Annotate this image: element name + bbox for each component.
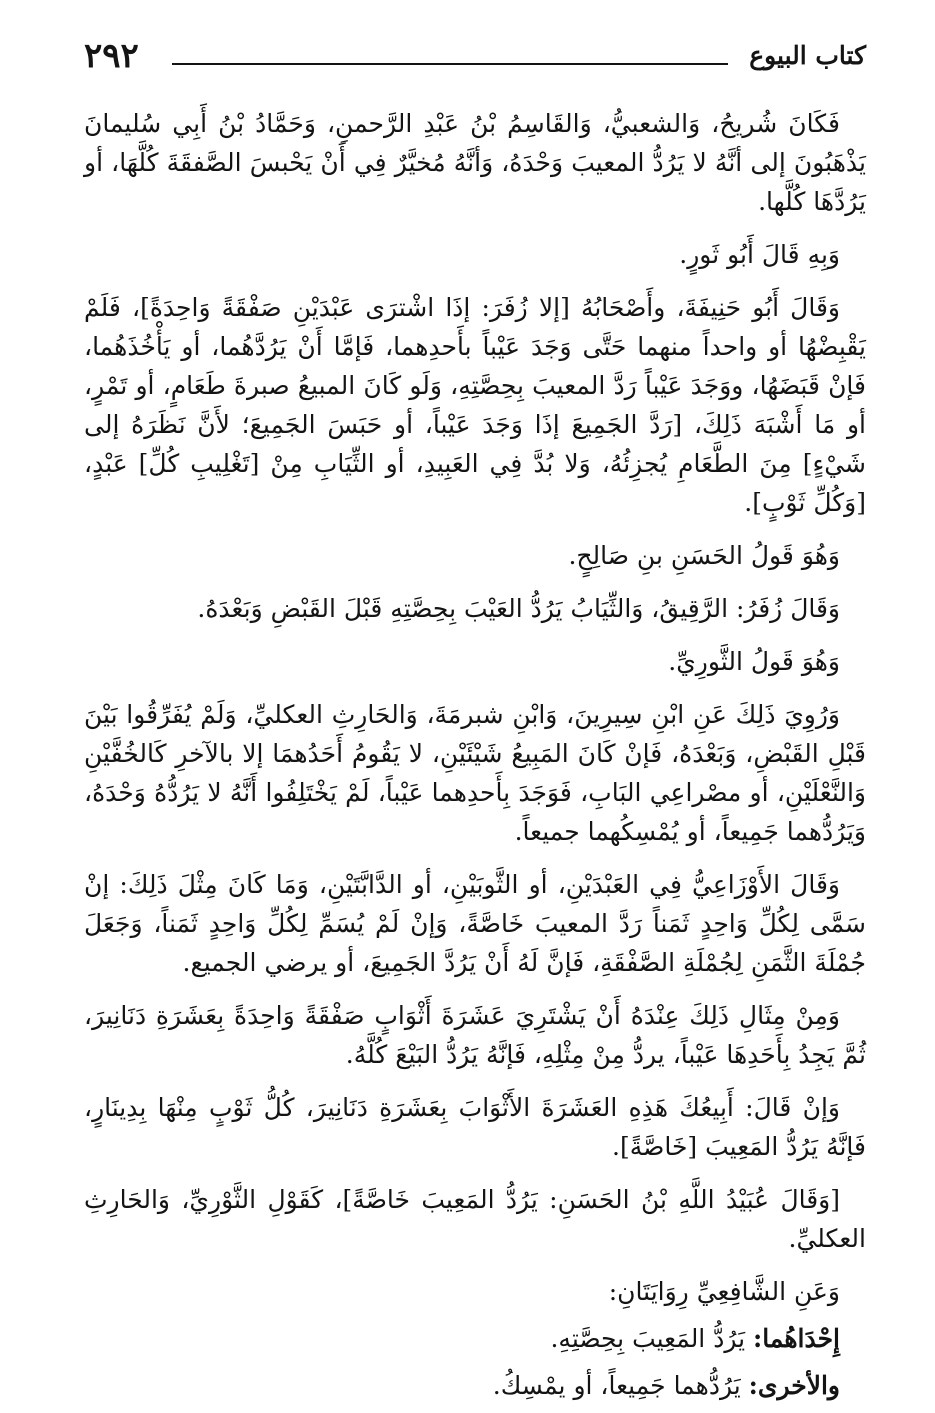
- paragraph-7: وَرُوِيَ ذَلِكَ عَنِ ابْنِ سِيرِينَ، وَابْنِ شبرمَةَ، وَالحَارِثِ العكليِّ، وَلَمْ يُفَرِّقُوا بَيْنَ قَبْلِ القَبْضِ، وَبَعْدَهُ، فَإنْ كَانَ المَبِيعُ شَيْئَيْنِ، لا يَقُومُ أَحَدُهمَا إلا بالآخرِ كَالخُفَّيْنِ وَالنَّعْلَيْنِ، أو مصْراعِي البَابِ، فَوَجَدَ بِأَحدِهما عَيْباً، لَمْ يَخْتَلِفُوا أَنَّهُ لا يَرُدُّهُ وَحْدَهُ، وَيَرُدُّهما جَمِيعاً، أو يُمْسِكُهما جميعاً.: [84, 700, 866, 846]
- second-narration-text: يَرُدُّهما جَمِيعاً، أو يمْسِكُ.: [492, 1371, 741, 1400]
- shafii-intro: وَعَنِ الشَّافِعِيِّ رِوَايَتَانِ:: [608, 1277, 840, 1306]
- paragraph-8: وَقَالَ الأَوْزَاعِيُّ فِي العَبْدَيْنِ، أو الثَّوبَيْنِ، أو الدَّابَّتَيْنِ، وَمَا كَانَ مِثْلَ ذَلِكَ: إنْ سَمَّى لِكُلِّ وَاحِدٍ ثَمَناً رَدَّ المعيبَ خَاصَّةً، وَإنْ لَمْ يُسَمِّ لِكُلِّ وَاحِدٍ ثَمَناً، وَجَعَلَ جُمْلَةَ الثَّمَنِ لِجُمْلَةِ الصَّفْقَةِ، فَإنَّ لَهُ أَنْ يَرُدَّ الجَمِيعَ، أو يرضي الجميع.: [84, 870, 866, 977]
- second-narration-label: والأخرى:: [748, 1371, 840, 1400]
- page-header: [84, 30, 866, 80]
- paragraph-2: وَبِهِ قَالَ أَبُو ثَورٍ.: [679, 240, 840, 269]
- page-body: [84, 104, 866, 1413]
- paragraph-4: وَهُوَ قَولُ الحَسَنِ بنِ صَالِحٍ.: [568, 541, 840, 570]
- book-title: كتاب البيوع: [749, 41, 866, 70]
- header-rule: [172, 63, 728, 65]
- paragraph-9: وَمِنْ مِثَالِ ذَلِكَ عِنْدَهُ أَنْ يَشْتَرِيَ عَشَرَةَ أَثْوَابٍ صَفْقَةً وَاحِدَةً بِعَشَرَةِ دَنَانِيرَ، ثُمَّ يَجِدُ بِأَحَدِهَا عَيْباً، يردُّ مِنْ مِثْلِهِ، فَإنَّهُ يَرُدُّ البَيْعَ كُلَّهُ.: [84, 1001, 866, 1069]
- paragraph-10: وَإنْ قَالَ: أَبِيعُكَ هَذِهِ العَشَرَةَ الأَثْوَابَ بِعَشَرَةِ دَنَانِيرَ، كُلُّ ثَوْبٍ مِنْهَا بِدِينَارٍ، فَإنَّهُ يَرُدُّ المَعِيبَ [خَاصَّةً].: [84, 1093, 866, 1161]
- paragraph-3: وَقَالَ أَبُو حَنِيفَةَ، وأَصْحَابُهُ [إلا زُفَرَ: إذَا اشْترَى عَبْدَيْنِ صَفْقَةً وَاحِدَةً]، فَلَمْ يَقْبِضْهُا أو واحداً منهما حَتَّى وَجَدَ عَيْباً بأَحدِهما، فَإمَّا أَنْ يَرُدَّهُما، أو يَأْخُذَهُما، فَإنْ قَبَضَهُا، ووَجَدَ عَيْباً رَدَّ المعيبَ بِحِصَّتِهِ، وَلَو كَانَ المبيعُ صبرةَ طَعَامٍ، أو تَمْرٍ، أو مَا أَشْبَهَ ذَلِكَ، [رَدَّ الجَمِيعَ إذَا وَجَدَ عَيْباً، أو حَبَسَ الجَمِيعَ؛ لأَنَّ نَظَرَهُ إلى شَيْءٍ] مِنَ الطَّعَامِ يُجزِئُهُ، وَلا بُدَّ فِي العَبِيدِ، أو الثِّيَابِ مِنْ [تَغْلِيبِ كُلِّ] عَبْدٍ، [وَكُلِّ ثَوْبٍ].: [84, 293, 866, 517]
- first-narration-label: إِحْدَاهُما:: [753, 1324, 840, 1353]
- page-number: ٢٩٢: [84, 36, 139, 76]
- paragraph-5: وَقَالَ زُفَرُ: الرَّقِيقُ، وَالثِّيَابُ يَرُدُّ العَيْبَ بِحِصَّتِهِ قَبْلَ القَبْضِ وَبَعْدَهُ.: [197, 594, 840, 623]
- paragraph-1: فَكَانَ شُريحُ، وَالشعبيُّ، وَالقَاسِمُ بْنُ عَبْدِ الرَّحمنِ، وَحَمَّادُ بْنُ أَبِي سُليمانَ يَذْهَبُونَ إلى أنَّهُ لا يَرُدُّ المعيبَ وَحْدَهُ، وَأنَّهُ مُخيَّرٌ فِي أَنْ يَحْبسَ الصَّفقَةَ كُلَّهَا، أو يَرُدَّهَا كُلَّها.: [84, 109, 866, 216]
- shafii-first-narration: [84, 1319, 866, 1358]
- shafii-second-narration: [84, 1366, 866, 1405]
- paragraph-6: وَهُوَ قَولُ الثَّورِيِّ.: [668, 647, 840, 676]
- first-narration-text: يَرُدُّ المَعِيبَ بِحِصَّتِهِ.: [550, 1324, 746, 1353]
- paragraph-11: [وَقَالَ عُبَيْدُ اللَّهِ بْنُ الحَسَنِ: يَرُدُّ المَعِيبَ خَاصَّةً]، كَقَوْلِ الثَّوْرِيِّ، وَالحَارِثِ العكليِّ.: [84, 1185, 866, 1253]
